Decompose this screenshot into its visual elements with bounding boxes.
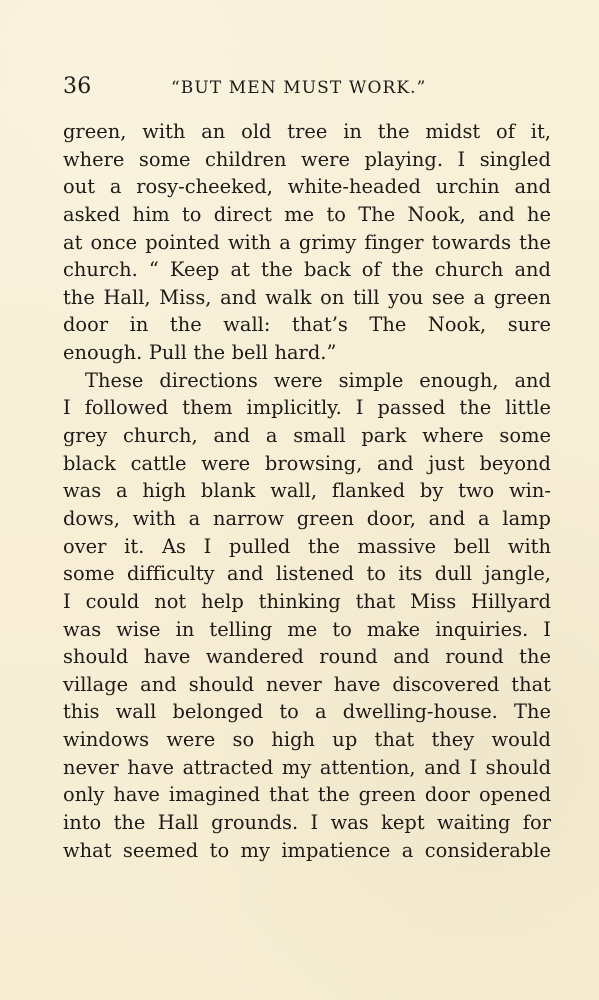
text-line: only have imagined that the green door opened [63,783,551,807]
page-number: 36 [63,74,92,99]
text-line: I could not help thinking that Miss Hillyard [63,589,551,613]
text-line: green, with an old tree in the midst of it, [63,120,551,143]
text-line: what seemed to my impatience a considerable [63,838,551,862]
text-line: out a rosy-cheeked, white-headed urchin and [63,175,551,199]
text-line: never have attracted my attention, and I should [63,755,551,779]
body-text [63,118,551,864]
text-line: this wall belonged to a dwelling-house. The [63,700,551,724]
text-line: I followed them implicitly. I passed the little [63,396,551,420]
text-line: windows were so high up that they would [63,728,551,752]
text-line: grey church, and a small park where some [63,424,551,448]
text-line: door in the wall: that’s The Nook, sure [63,313,551,337]
text-line: over it. As I pulled the massive bell with [63,534,551,558]
text-line: the Hall, Miss, and walk on till you see a green [63,285,551,309]
text-line: at once pointed with a grimy finger towards the [63,230,551,254]
text-line: should have wandered round and round the [63,645,551,669]
text-line: church. “ Keep at the back of the church and [63,258,551,282]
text-line: black cattle were browsing, and just beyond [63,451,551,475]
text-line: some difficulty and listened to its dull jangle, [63,562,551,586]
text-line: dows, with a narrow green door, and a lamp [63,506,551,530]
text-line: was wise in telling me to make inquiries. I [63,617,551,641]
running-head: “BUT MEN MUST WORK.” [171,78,427,98]
text-line: was a high blank wall, flanked by two win- [63,479,551,503]
text-line: asked him to direct me to The Nook, and he [63,202,551,226]
paragraph-first-line: These directions were simple enough, and [85,368,551,392]
text-line: into the Hall grounds. I was kept waiting for [63,811,551,835]
page-header [63,76,551,106]
text-line: enough. Pull the bell hard.” [63,341,337,365]
text-line: village and should never have discovered that [63,672,551,696]
text-line: where some children were playing. I singled [63,147,551,171]
